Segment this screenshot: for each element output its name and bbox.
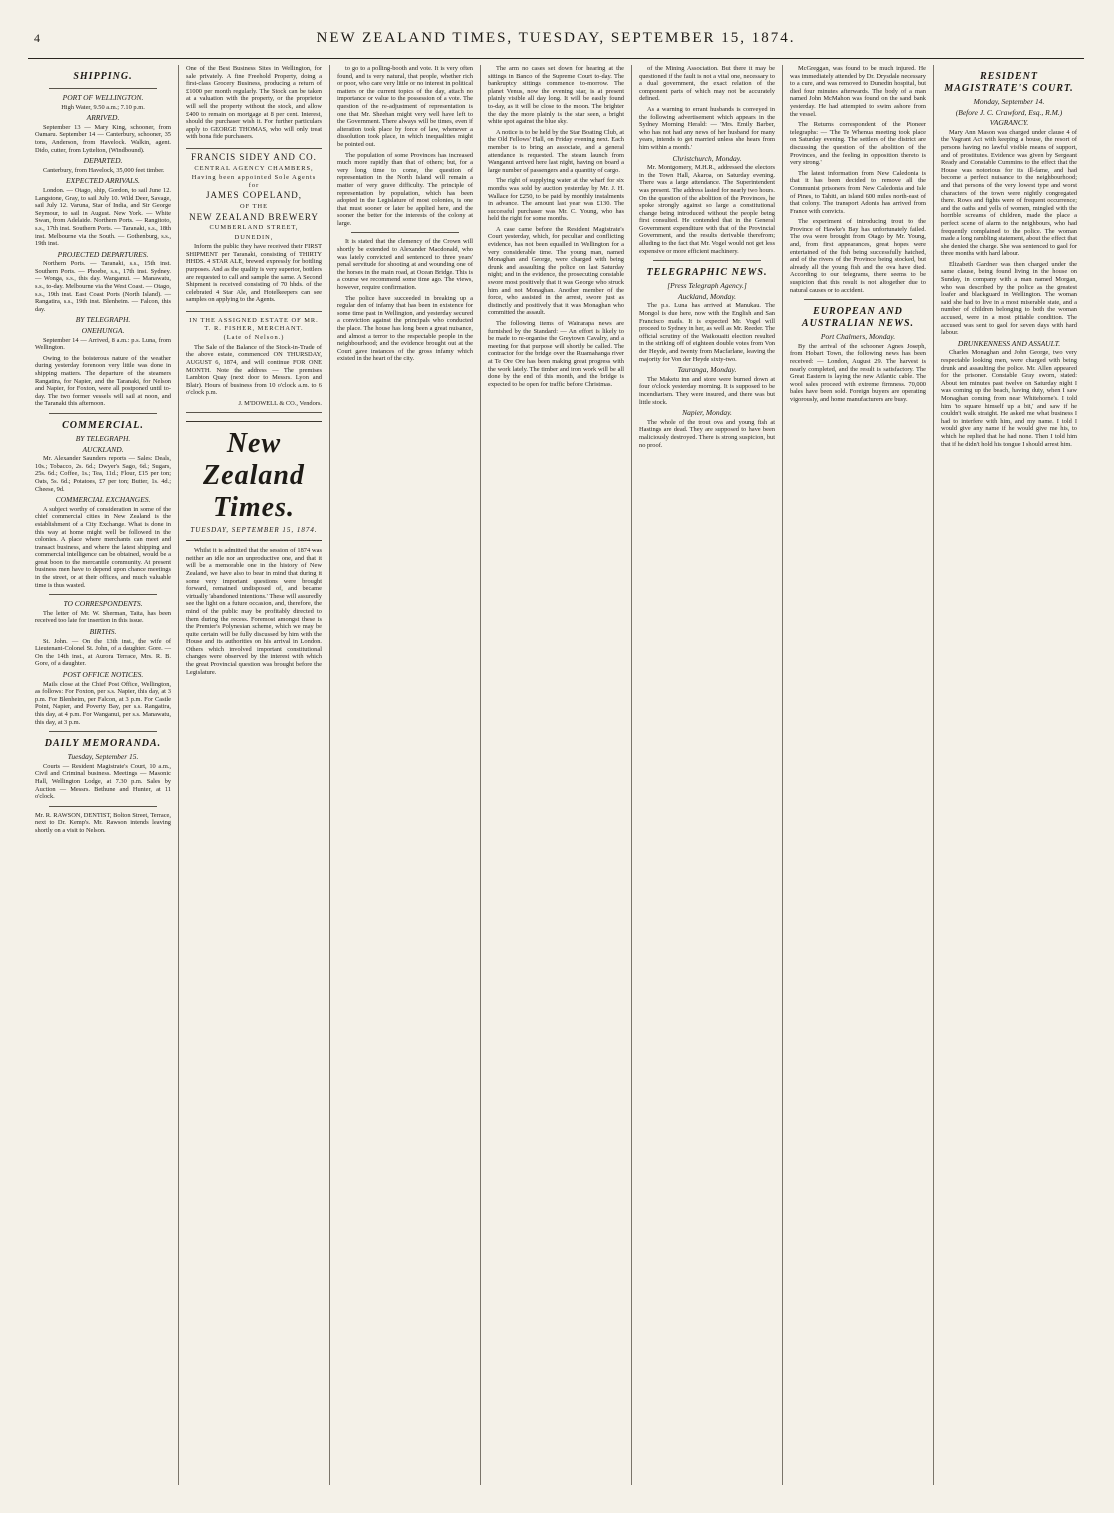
arrived-heading: ARRIVED. bbox=[86, 113, 120, 123]
auckland-dateline: Auckland, Monday. bbox=[677, 291, 737, 301]
editorial-representation: The population of some Provinces has increased much more rapidly than that of others; but, for a very long time to come, the question of representation in the North Island will remain a matter of very grave difficulty. The principle of representation by population, which has been adopted in the Legislature of most colonies, is one that must sooner or later be applied here, and the sooner the better for the interests of the colony at large. bbox=[337, 151, 473, 227]
court-vagrancy-text: Mary Ann Mason was charged under clause 4 of the Vagrant Act with keeping a house, the resort of persons having no lawful visible means of support, and of prostitutes. Evidence was given by Sergeant Ready and Constable Cummins to the effect that the House was notorious for its ill-fame, and had become a perfect nuisance to the neighbourhood; and that persons of the very lowest type and worst characters of the town were nightly congregated there. Rows and fights were of frequent occurrence; and the oaths and yells of women, mingled with the horrible screams of children, made the place a perfect scene of alarm to the neighbours, who had frequently complained to the police. The woman made a long rambling statement, about the effect that she denied the charge. She was sentenced to gaol for three months with hard labour. bbox=[941, 128, 1077, 258]
memoranda-date: Tuesday, September 15. bbox=[67, 752, 139, 762]
exchanges-text: A subject worthy of consideration in some of the chief commercial cities in New Zealand is the establishment of a City Exchange. What is done in this way at home might well be followed in the colonies. A place where merchants can meet and transact business, and where the latest shipping and commercial intelligence can be obtained, would be a great boon to the mercantile community. At present business men have to depend upon chance meetings in the street, or at their offices, and much valuable time is thus wasted. bbox=[35, 505, 171, 589]
news-boating-club: A notice is to be held by the Star Boating Club, at the Old Fellows' Hall, on Friday evening next. Each member is to bring an associate, and a general attendance is requested. The steam launch from Wanganui arrived here last night, having on board a large number of passengers and a quantity of cargo. bbox=[488, 128, 624, 174]
divider bbox=[49, 88, 157, 89]
divider bbox=[49, 806, 157, 807]
drunkenness-heading: DRUNKENNESS AND ASSAULT. bbox=[957, 338, 1061, 348]
dentist-advert: Mr. R. RAWSON, DENTIST, Bolton Street, Terrace, next to Dr. Kemp's. Mr. Rawson intends leaving shortly on a visit to Nelson. bbox=[35, 811, 171, 834]
divider bbox=[49, 594, 157, 595]
news-auckland: The p.s. Luna has arrived at Manukau. The Mongol is due here, now with the English and San Francisco mails. It is expected Mr. Vogel will proceed to Sydney in her, as well as Mr. Reeder. The official scrutiny of the Waikouaiti election resulted in the striking off of eighteen double votes from Von der Heyde, and twenty from Macfarlane, leaving the majority for Von der Heyde sixty-two. bbox=[639, 302, 775, 363]
correspondents-heading: TO CORRESPONDENTS. bbox=[63, 599, 143, 609]
column-6 bbox=[783, 65, 934, 1485]
expected-heading: EXPECTED ARRIVALS. bbox=[66, 176, 140, 186]
advert-sidey-street: CUMBERLAND STREET, bbox=[209, 224, 299, 232]
rm-court-heading: RESIDENT MAGISTRATE'S COURT. bbox=[944, 71, 1074, 94]
news-police: The police have succeeded in breaking up a regular den of infamy that has been in existence for some time past in Wellington, and yesterday secured a conviction against the principals who conducted the place. The house has long been a great nuisance, and almost a terror to the respectable people in the neighbourhood; and the evidence brought out at the Court gave instances of the gross infamy which existed in the heart of the city. bbox=[337, 294, 473, 363]
advert-fisher-text: The Sale of the Balance of the Stock-in-Trade of the above estate, commenced ON THURSDAY, AUGUST 6, 1874, and will continue FOR ONE MONTH. Note the address — The premises Lambton Quay (next door to Messrs. Lyon and Blair). Hours of business from 10 o'clock a.m. to 6 o'clock p.m. bbox=[186, 343, 322, 397]
memoranda-text: Courts — Resident Magistrate's Court, 10 a.m., Civil and Criminal business. Meetings — Masonic Hall, Wellington Lodge, at 7.30 p.m. Sales by Auction — Messrs. Bethune and Hunter, at 11 o'clock. bbox=[35, 762, 171, 801]
news-new-caledonia: The latest information from New Caledonia is that it has been decided to remove all the Communist prisoners from New Caledonia and Isle of Pines, to Tahiti, an island 600 miles north-east of that colony. The transport Adonis has arrived from France with convicts. bbox=[790, 169, 926, 215]
onehunga-heading: ONEHUNGA. bbox=[81, 326, 125, 336]
projected-heading: PROJECTED DEPARTURES. bbox=[57, 249, 149, 259]
news-warning: As a warning to errant husbands is conveyed in the following advertisement which appears in the Sydney Morning Herald: — 'Mrs. Emily Barber, who has not had any news of her husband for many years, intends to get married unless she hears from him within a month.' bbox=[639, 105, 775, 151]
divider bbox=[49, 413, 157, 414]
auckland-heading: AUCKLAND. bbox=[82, 444, 124, 454]
expected-text: London. — Otago, ship, Gordon, to sail June 12. Langstone, Gray, to sail July 10. Wild Deer, Savage, sail July 12. Varuna, Star of India, and Sir George Seymour, to sail in August. New York. — White Swan, from Adelaide. Northern Ports. — Rangitoto, s.s., 17th inst. Southern Ports. — Taranaki, s.s., 18th inst. Melbourne via the South. — Gothenburg, s.s., 19th inst. bbox=[35, 186, 171, 248]
advert-sidey bbox=[186, 151, 322, 312]
advert-sidey-who: JAMES COPELAND, bbox=[205, 190, 302, 201]
masthead bbox=[28, 18, 1084, 59]
paper-date: TUESDAY, SEPTEMBER 15, 1874. bbox=[190, 525, 318, 534]
births-heading: BIRTHS. bbox=[89, 627, 117, 637]
news-mining: of the Mining Association. But there it may be questioned if the fault is not a vital one, necessary to a dual government, the exact relation of the component parts of which may not be accurately defined. bbox=[639, 65, 775, 103]
news-returns: The Returns correspondent of the Pioneer telegraphs: — 'The Te Whenua meeting took place on Saturday evening. The settlers of the district are discussing the question of the abolition of the Provinces, and the feeling in opposition thereto is very strong.' bbox=[790, 121, 926, 167]
telegraphic-heading: TELEGRAPHIC NEWS. bbox=[646, 267, 768, 279]
advert-fisher-head: IN THE ASSIGNED ESTATE OF MR. T. R. FISHER, MERCHANT. bbox=[189, 317, 319, 332]
news-montgomery: Mr. Montgomery, M.H.R., addressed the electors in the Town Hall, Akaroa, on Saturday evening. There was a large attendance. The Superintendent was present. The address lasted for nearly two hours. On the question of the abolition of the Provinces, he spoke strongly against so large a constitutional change being introduced without the people being first consulted. He contended that in the General Government expenditure with that of the Provincial Government, and the results derivable therefrom; alluding to the fact that Mr. Vogel would not get less expensive or more efficient machinery. bbox=[639, 164, 775, 255]
divider bbox=[351, 232, 459, 233]
editorial-continued: to go to a polling-booth and vote. It is very often found, and is very natural, that people, whether rich or poor, who care very little or no interest in political matters or the current topics of the day, attach no importance or value to the possession of a vote. The question of the re-adjustment of representation is one that Mr. Sheehan might very well have left to the Government. There always will be times, even if alteration took place by force of law, whenever a dissolution took place, in which inequalities might be pointed out. bbox=[337, 65, 473, 148]
commercial-subheading: BY TELEGRAPH. bbox=[75, 433, 131, 443]
page-number: 4 bbox=[34, 31, 40, 45]
column-7 bbox=[934, 65, 1084, 1485]
column-5 bbox=[632, 65, 783, 1485]
port-line: PORT OF WELLINGTON. bbox=[62, 93, 144, 102]
advert-fisher-signature: J. M'DOWELL & CO., Vendors. bbox=[238, 399, 322, 407]
divider bbox=[804, 299, 912, 300]
advert-fisher-late: (Late of Nelson.) bbox=[223, 334, 285, 342]
column-2 bbox=[179, 65, 330, 1485]
press-agency: [Press Telegraph Agency.] bbox=[667, 281, 747, 291]
onehunga-text: September 14 — Arrived, 8 a.m.: p.s. Luna, from Wellington. bbox=[35, 336, 171, 352]
post-office-text: Mails close at the Chief Post Office, Wellington, as follows: For Foxton, per s.s. Napier, this day, at 3 p.m. For Blenheim, per Falcon, at 3 p.m. For Castle Point, Napier, and Poverty Bay, per s.s. Rangatira, this day, at 4 p.m. For Wanganui, per s.s. Manawatu, this day, at 3 p.m. bbox=[35, 680, 171, 726]
arrived-text: September 13 — Mary King, schooner, from Oamaru. September 14 — Canterbury, schooner, 35 tons, Anderson, from Havelock. Walkin, agent. Dido, cutter, from Lyttelton, (Windbound). bbox=[35, 123, 171, 154]
column-4 bbox=[481, 65, 632, 1485]
advert-sidey-text: Inform the public they have received their FIRST SHIPMENT per Taranaki, consisting of THIRTY HHDS. 4 STAR ALE, brewed expressly for bottling purposes. And as the quality is very superior, bottlers are requested to call and sample the same. A Second Shipment is received consisting of 70 hhds. of the celebrated 4 Star Ale, and Hotelkeepers can see samples on applying to the Agents. bbox=[186, 243, 322, 304]
news-wairarapa: The following items of Wairarapa news are furnished by the Standard: — An effort is likely to be made to re-organise the Greytown Cavalry, and a meeting for that purpose will shortly be called. The contractor for the bridge over the Ruamahanga river at Te Ore Ore has been making great progress with the work lately. The timber and iron work will be all done by the end of this month, and the bridge is expected to be open for traffic before Christmas. bbox=[488, 320, 624, 388]
news-tauranga: The Maketu inn and store were burned down at four o'clock yesterday morning. It is supposed to be incendiarism. They were insured, and there was but little stock. bbox=[639, 375, 775, 406]
court-drunkenness-text: Charles Monaghan and John George, two very respectable looking men, were charged with being drunk and assaulting the police. Mr. Allen appeared for the prisoner. Constable Gray sworn, stated: About ten minutes past twelve on Saturday night I was coming up the beach, having duty, when I saw Monaghan coming from near Whitehorne's. I told him 'to square himself up a bit,' and saw if he couldn't walk straight. He asked me what business I had to interfere with him, and my name. I told I would give any name if he would give me his, to which he replied that he had none. Then I told him that if he didn't hold his tongue I should arrest him. bbox=[941, 349, 1077, 448]
europe-heading: EUROPEAN AND AUSTRALIAN NEWS. bbox=[801, 306, 915, 330]
high-water: High Water, 9.50 a.m.; 7.10 p.m. bbox=[61, 103, 145, 111]
divider bbox=[653, 260, 761, 261]
columns bbox=[28, 65, 1084, 1485]
exchanges-heading: COMMERCIAL EXCHANGES. bbox=[55, 495, 151, 505]
post-office-heading: POST OFFICE NOTICES. bbox=[62, 670, 144, 679]
newspaper-page bbox=[0, 18, 1114, 1513]
commercial-text: Mr. Alexander Saunders reports — Sales: Deals, 10s.; Tobacco, 2s. 6d.; Dwyer's Sago, 6d.; Sugars, 25s. 6d.; Coffee, 1s.; Tea, 11d.; Flour, £15 per ton; Oats, 5s. 6d.; Potatoes, £7 per ton; Butter, 1s. 4d.; Cheese, 9d. bbox=[35, 455, 171, 493]
news-court-case: A case came before the Resident Magistrate's Court yesterday, which, for peculiar and conflicting evidence, has not been equalled in Wellington for a very considerable time. The young man, named Monaghan and George, were charged with being drunk and assaulting the police on last Saturday night; and in the evidence, the prosecuting constable swore most positively that it was George who struck him and not Monaghan. Another member of the force, who assisted in the arrest, swore just as distinctly and positively that it was Monaghan who committed the assault. bbox=[488, 225, 624, 317]
births-text: St. John. — On the 13th inst., the wife of Lieutenant-Colonel St. John, of a daughter. Gore. — On the 14th inst., at Aurora Terrace, Mrs. R. B. Gore, of a daughter. bbox=[35, 637, 171, 668]
vagrancy-heading: VAGRANCY. bbox=[989, 118, 1029, 128]
commercial-heading: COMMERCIAL. bbox=[62, 419, 144, 431]
news-clemency: It is stated that the clemency of the Crown will shortly be extended to Alexander Macdonald, who was lately convicted and sentenced to three years' penal servitude for shooting at and wounding one of the horses in the main road, at Ocean Bridge. This is a course we recommend some time ago. The views, however, require confirmation. bbox=[337, 238, 473, 292]
departed-heading: DEPARTED. bbox=[83, 156, 123, 166]
napier-dateline: Napier, Monday. bbox=[682, 408, 732, 418]
column-1 bbox=[28, 65, 179, 1485]
paper-title: New Zealand Times. bbox=[203, 427, 305, 523]
page-title: NEW ZEALAND TIMES, TUESDAY, SEPTEMBER 15, 1874. bbox=[316, 30, 796, 46]
paper-title-block bbox=[186, 421, 322, 542]
memoranda-heading: DAILY MEMORANDA. bbox=[44, 738, 162, 750]
advert-sidey-line: Having been appointed Sole Agents for bbox=[191, 174, 317, 189]
advert-sidey-city: DUNEDIN, bbox=[234, 233, 274, 241]
advert-business-site-text: One of the Best Business Sites in Wellington, for sale privately. A fine Freehold Property, doing a first-class Grocery Business, producing a return of £1000 per month regularly. The Stock can be taken at a valuation with the property, or the proprietor will sell the property without the stock, and allow £400 to remain on mortgage at 8 per cent. Interest, should the purchaser wish it. For further particulars apply to GEORGE THOMAS, who will only treat with bona fide purchasers. bbox=[186, 65, 322, 141]
news-water-rights: The right of supplying water at the wharf for six months was sold by auction yesterday by Mr. J. H. Wallace for £250, to be paid by monthly instalments in advance. The amount last year was £130. The successful purchaser was Mr. C. Young, who has held the right for some months. bbox=[488, 177, 624, 223]
christchurch-heading: Christchurch, Monday. bbox=[672, 153, 742, 163]
news-napier: The whole of the trout ova and young fish at Hastings are dead. They are supposed to have been maliciously destroyed. There is strong suspicion, but no proof. bbox=[639, 418, 775, 449]
shipping-article: Owing to the boisterous nature of the weather during yesterday forenoon very little was done in shipping matters. The departure of the steamers Rangatira, for Napier, and the Taranaki, for Nelson and Napier, for Foxton, were all postponed until to-day. The two former vessels will sail at noon, and the Taranaki this afternoon. bbox=[35, 354, 171, 408]
tauranga-dateline: Tauranga, Monday. bbox=[677, 365, 737, 375]
advert-sidey-sub: CENTRAL AGENCY CHAMBERS, bbox=[194, 164, 314, 172]
europe-place: Port Chalmers, Monday. bbox=[820, 332, 896, 342]
advert-sidey-brewery: NEW ZEALAND BREWERY bbox=[189, 211, 319, 222]
news-trout: The experiment of introducing trout to the Province of Hawke's Bay has unfortunately failed. The ova were brought from Otago by Mr. Young, and, from first appearances, great hopes were entertained of the fish being successfully hatched, and of the rivers of the Province being stocked, but already all the young fish and the ova have died. According to our telegrams, there seems to be suspicion that this result is not altogether due to natural causes or to accident. bbox=[790, 218, 926, 294]
column-3 bbox=[330, 65, 481, 1485]
projected-text: Northern Ports. — Taranaki, s.s., 15th inst. Southern Ports. — Phoebe, s.s., 17th inst. Sydney. — Wonga, s.s., this day. Wanganui. — Manawatu, s.s., to-day. Melbourne via the West Coast. — Otago, s.s., 19th inst. East Coast Ports (North Island). — Rangatira, s.s., 19th inst. Blenheim. — Falcon, this day. bbox=[35, 260, 171, 313]
telegraph-heading: BY TELEGRAPH. bbox=[75, 315, 131, 325]
europe-text: By the arrival of the schooner Agnes Joseph, from Hobart Town, the following news has been received: — London, August 29. The harvest is nearly completed, and the result is satisfactory. The Great Eastern is laying the new Atlantic cable. The wool sales proceed with extreme firmness. 70,000 bales have been sold. Foreign buyers are operating vigorously, and home manufacturers are busy. bbox=[790, 342, 926, 403]
editorial-text: Whilst it is admitted that the session of 1874 was neither an idle nor an unproductive one, and that it will be a memorable one in the history of New Zealand, we have also to bear in mind that during it some very important questions were brought forward, remained undisposed of, and became virtually 'abandoned intentions.' These will assuredly see the light on a future occasion, and, therefore, the mind of the public may be profitably directed to them during the recess. Foremost amongst these is the Premier's Polynesian scheme, which we may be quite certain will be fully discussed by him with the House and its authorities on his arrival in London. Others which involved important constitutional changes were observed by the interest with which the great Provincial question was brought before the Legislature. bbox=[186, 547, 322, 676]
advert-fisher-estate bbox=[186, 317, 322, 413]
shipping-heading: SHIPPING. bbox=[73, 71, 133, 82]
advert-business-site bbox=[186, 65, 322, 149]
news-venus: The arm no cases set down for hearing at the sittings in Banco of the Supreme Court to-day. The bankruptcy sittings commence to-morrow. The planet Venus, now the evening star, is at present plainly visible all day long. It will be easily found to-day, as it will be close to the moon. The brighter the day the more plainly is the star seen, a bright white spot against the blue sky. bbox=[488, 65, 624, 126]
departed-text: Canterbury, from Havelock, 35,000 feet timber. bbox=[43, 166, 165, 174]
divider bbox=[49, 731, 157, 732]
correspondents-text: The letter of Mr. W. Sherman, Taita, has been received too late for insertion in this issue. bbox=[35, 609, 171, 625]
advert-sidey-name: FRANCIS SIDEY AND CO. bbox=[191, 151, 317, 162]
news-mcgreggan: McGreggan, was found to be much injured. He was immediately attended by Dr. Drysdale necessary to a cure, and was removed to Dunedin hospital, but died four minutes afterwards. The body of a man named John McMahon was found on the sand bank yesterday. He had attempted to swim ashore from the vessel. bbox=[790, 65, 926, 118]
rm-court-date: Monday, September 14. bbox=[973, 97, 1045, 106]
rm-court-before: (Before J. C. Crawford, Esq., R.M.) bbox=[955, 107, 1063, 117]
court-gardner-text: Elizabeth Gardner was then charged under the same clause, being found living in the house on Sunday, in company with a man named Morgan, who was described by the police as the greatest loafer and blackguard in Wellington. The woman said she had to live in a most miserable state, and a number of children belonging to both the woman accused, were in a most pitiable condition. The accused was sent to gaol for seven days with hard labour. bbox=[941, 260, 1077, 337]
advert-sidey-of: OF THE bbox=[239, 202, 269, 210]
